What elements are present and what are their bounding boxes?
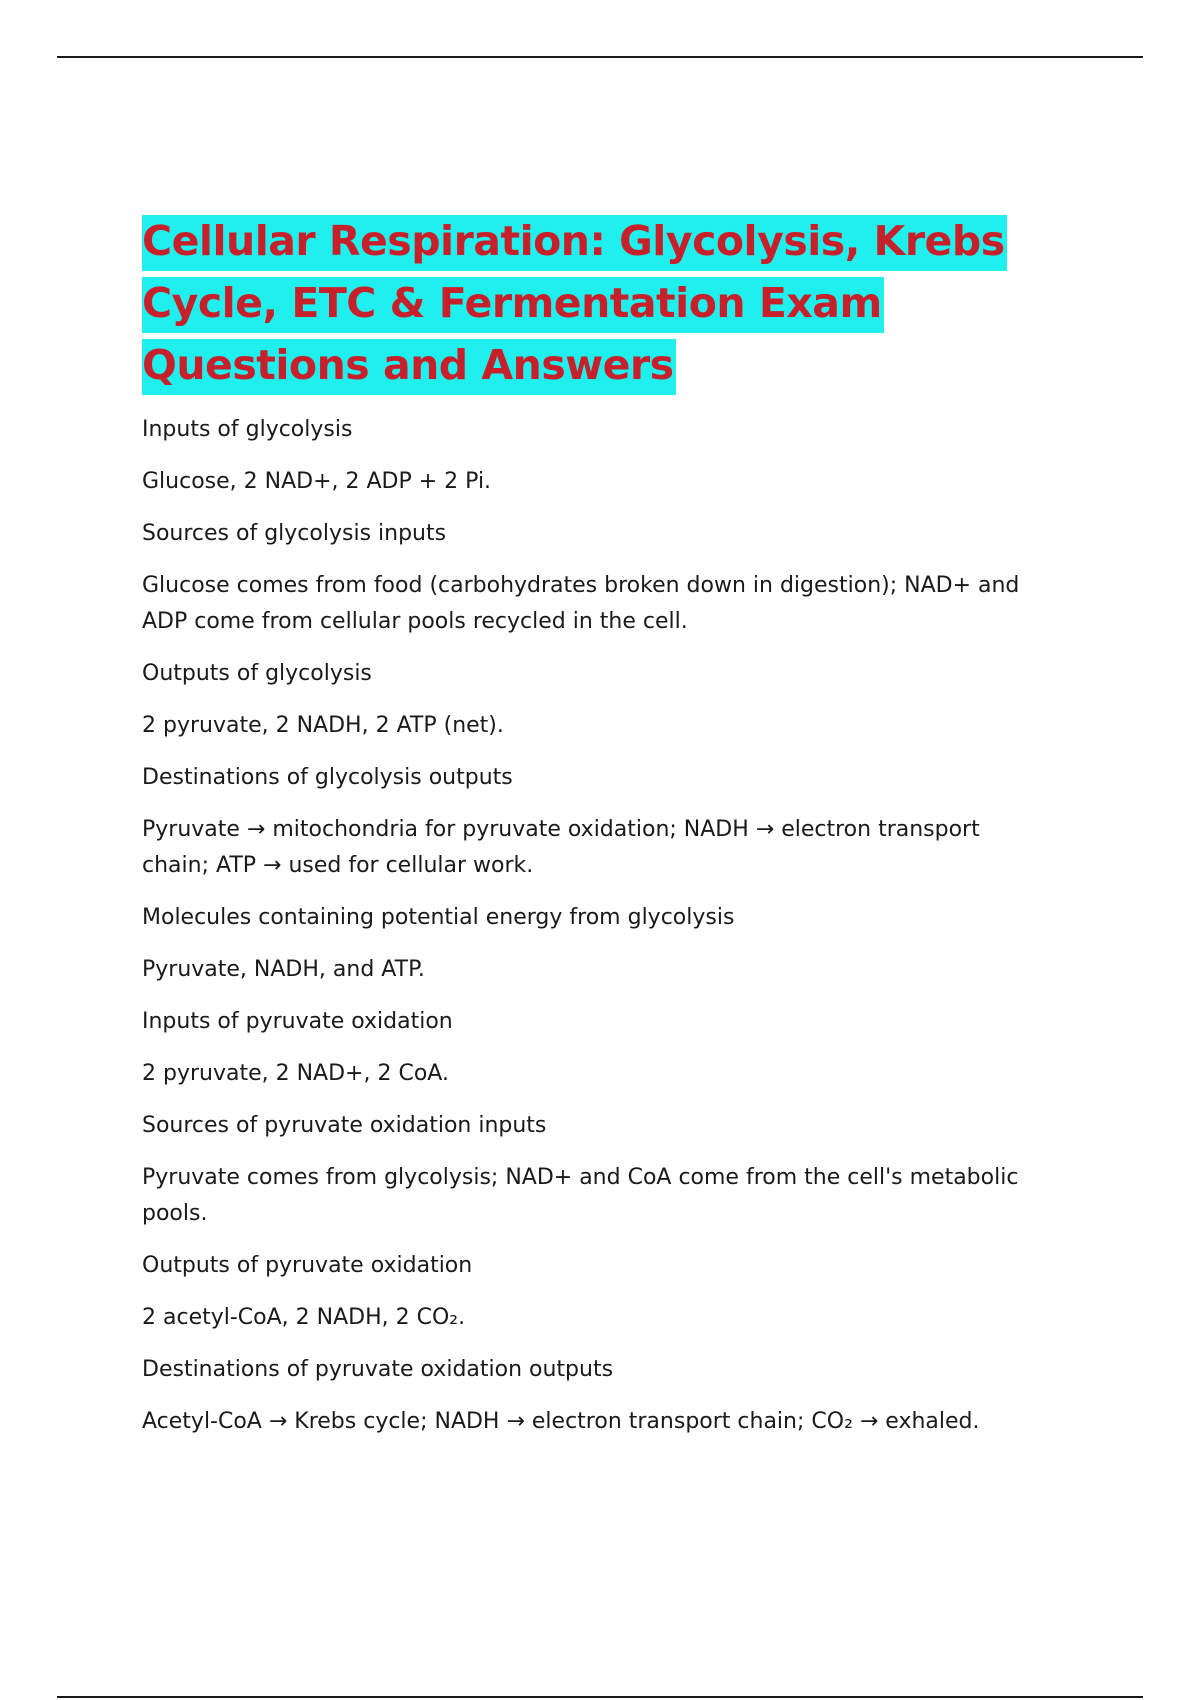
answer-text: Glucose comes from food (carbohydrates broken down in digestion); NAD+ and ADP come from cellular pools recycled in the cell. — [142, 573, 1020, 634]
question-text: Sources of pyruvate oxidation inputs — [142, 1113, 547, 1138]
answer-text: 2 pyruvate, 2 NAD+, 2 CoA. — [142, 1061, 449, 1086]
qa-item — [142, 1108, 1042, 1232]
answer-text: Pyruvate comes from glycolysis; NAD+ and CoA come from the cell's metabolic pools. — [142, 1165, 1019, 1226]
qa-item — [142, 412, 1042, 500]
question-text: Sources of glycolysis inputs — [142, 521, 447, 546]
question-text: Destinations of pyruvate oxidation outputs — [142, 1357, 614, 1382]
answer-text: Pyruvate, NADH, and ATP. — [142, 957, 425, 982]
answer-text: Glucose, 2 NAD+, 2 ADP + 2 Pi. — [142, 469, 492, 494]
title-text: Cellular Respiration: Glycolysis, Krebs Cycle, ETC & Fermentation Exam Questions and Answers — [142, 215, 1007, 395]
answer-text: Pyruvate → mitochondria for pyruvate oxidation; NADH → electron transport chain; ATP → used for cellular work. — [142, 817, 980, 878]
question-text: Inputs of pyruvate oxidation — [142, 1009, 453, 1034]
qa-item — [142, 516, 1042, 640]
qa-item — [142, 656, 1042, 744]
bottom-rule — [57, 1696, 1143, 1698]
answer-text: 2 acetyl-CoA, 2 NADH, 2 CO₂. — [142, 1305, 466, 1330]
document-body — [142, 210, 1042, 1456]
question-text: Outputs of pyruvate oxidation — [142, 1253, 473, 1278]
qa-list — [142, 412, 1042, 1440]
qa-item — [142, 1248, 1042, 1336]
qa-item — [142, 760, 1042, 884]
answer-text: Acetyl-CoA → Krebs cycle; NADH → electron transport chain; CO₂ → exhaled. — [142, 1409, 980, 1434]
qa-item — [142, 1352, 1042, 1440]
top-rule — [57, 56, 1143, 58]
question-text: Outputs of glycolysis — [142, 661, 372, 686]
answer-text: 2 pyruvate, 2 NADH, 2 ATP (net). — [142, 713, 504, 738]
qa-item — [142, 1004, 1042, 1092]
question-text: Destinations of glycolysis outputs — [142, 765, 513, 790]
question-text: Inputs of glycolysis — [142, 417, 353, 442]
qa-item — [142, 900, 1042, 988]
document-title — [142, 210, 1042, 396]
question-text: Molecules containing potential energy from glycolysis — [142, 905, 735, 930]
